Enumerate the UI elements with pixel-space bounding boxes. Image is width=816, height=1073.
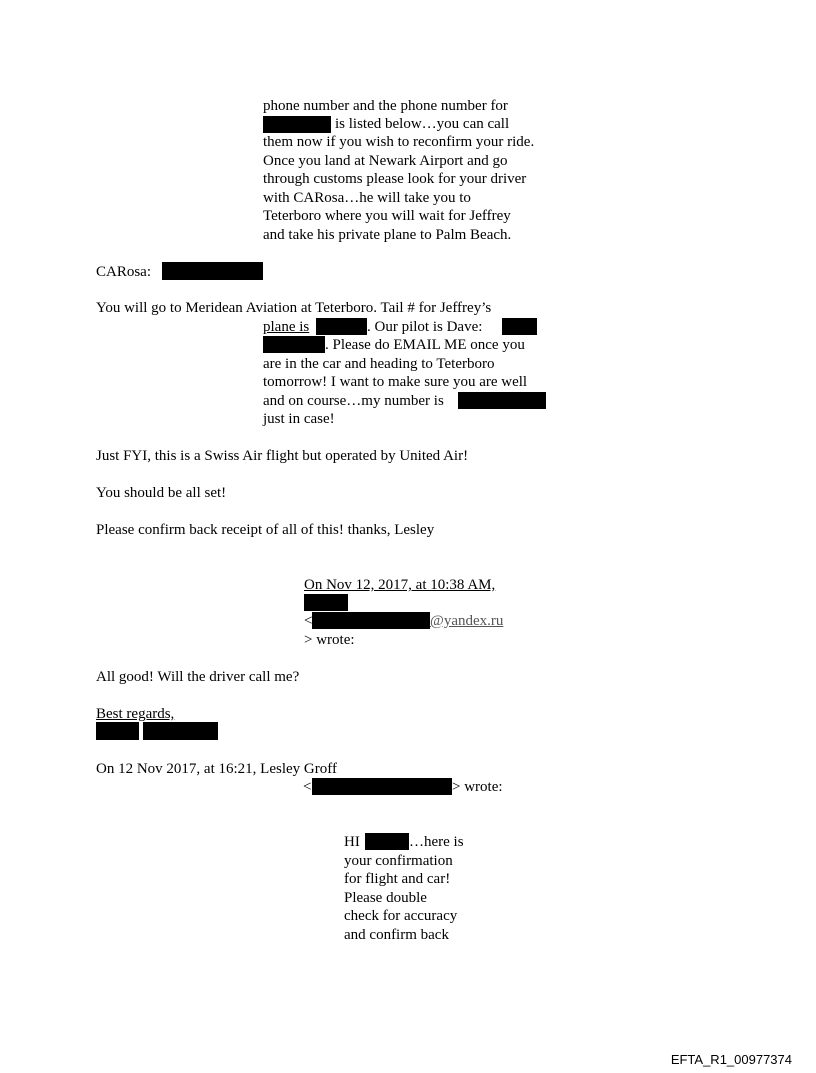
redaction-bar — [502, 318, 537, 335]
redaction-bar — [143, 722, 218, 740]
body-text-line: are in the car and heading to Teterboro — [263, 356, 495, 372]
body-text-line: and confirm back — [344, 927, 449, 943]
body-text-line: your confirmation — [344, 853, 453, 869]
email-link[interactable]: @yandex.ru — [430, 613, 504, 629]
body-text-line: is listed below…you can call — [335, 116, 510, 132]
body-text-line: them now if you wish to reconfirm your ride. — [263, 134, 535, 150]
body-text-line: and on course…my number is — [263, 393, 444, 409]
quote-wrote: > wrote: — [304, 632, 355, 648]
body-text-line: Please double — [344, 890, 427, 906]
body-text-line: through customs please look for your driver — [263, 171, 527, 187]
body-text-line: Please confirm back receipt of all of this! thanks, Lesley — [96, 522, 435, 538]
body-text-line: HI — [344, 834, 360, 850]
body-text-line: You should be all set! — [96, 485, 227, 501]
body-text-line: Once you land at Newark Airport and go — [263, 153, 508, 169]
redaction-bar — [162, 262, 263, 280]
redaction-bar — [458, 392, 546, 409]
quote-header: On 12 Nov 2017, at 16:21, Lesley Groff — [96, 761, 337, 777]
body-text-line: phone number and the phone number for — [263, 98, 508, 114]
body-text-line: for flight and car! — [344, 871, 451, 887]
redaction-bar — [263, 116, 331, 133]
body-text-line: just in case! — [263, 411, 335, 427]
redaction-bar — [316, 318, 367, 335]
signature-line: Best regards, — [96, 706, 175, 722]
body-text-line: Just FYI, this is a Swiss Air flight but operated by United Air! — [96, 448, 469, 464]
redaction-bar — [312, 612, 430, 629]
body-text-line: . Please do EMAIL ME once you — [325, 337, 525, 353]
body-text-line: You will go to Meridean Aviation at Teterboro. Tail # for Jeffrey’s — [96, 300, 492, 316]
body-text-line: . Our pilot is Dave: — [367, 319, 483, 335]
email-open-bracket: < — [304, 613, 313, 629]
body-text-line: Teterboro where you will wait for Jeffrey — [263, 208, 511, 224]
body-text-line: …here is — [409, 834, 464, 850]
carosa-label: CARosa: — [96, 264, 152, 280]
redaction-bar — [365, 833, 409, 850]
redaction-bar — [96, 722, 139, 740]
body-text-line: plane is — [263, 319, 310, 335]
redaction-bar — [312, 778, 452, 795]
email-open-bracket: < — [303, 779, 312, 795]
quote-header: On Nov 12, 2017, at 10:38 AM, — [304, 577, 496, 593]
document-id-stamp: EFTA_R1_00977374 — [670, 1052, 792, 1067]
body-text-line: with CARosa…he will take you to — [263, 190, 471, 206]
redaction-bar — [304, 594, 348, 611]
quote-wrote: > wrote: — [452, 779, 503, 795]
redaction-bar — [263, 336, 325, 353]
body-text-line: and take his private plane to Palm Beach. — [263, 227, 512, 243]
body-text-line: check for accuracy — [344, 908, 458, 924]
body-text-line: All good! Will the driver call me? — [96, 669, 300, 685]
body-text-line: tomorrow! I want to make sure you are well — [263, 374, 528, 390]
